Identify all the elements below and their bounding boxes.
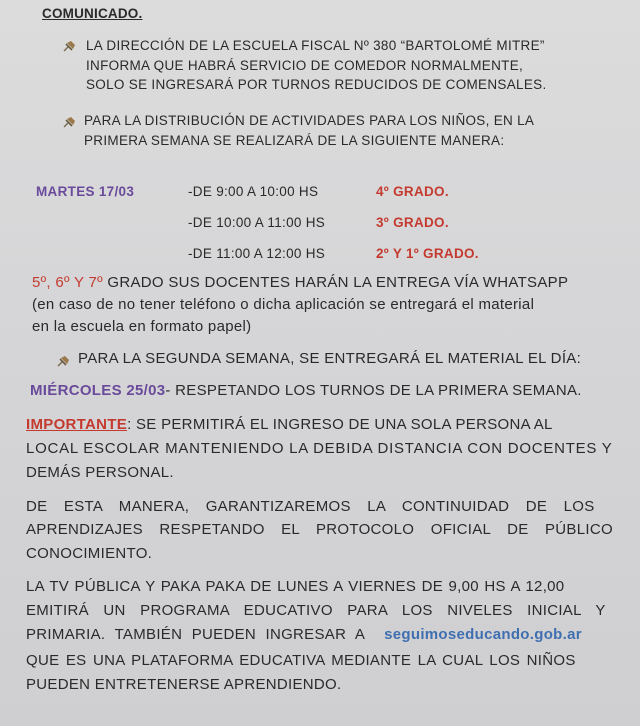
- bullet1-line1: LA DIRECCIÓN DE LA ESCUELA FISCAL Nº 380 “BARTOLOMÉ MITRE”: [86, 38, 545, 53]
- important-rest: : SE PERMITIRÁ EL INGRESO DE UNA SOLA PERSONA AL: [127, 416, 553, 433]
- schedule-grade-3: 2º Y 1º GRADO.: [376, 246, 479, 261]
- whatsapp-note-1: (en caso de no tener teléfono o dicha aplicación se entregará el material: [32, 296, 535, 313]
- bullet1-line3: SOLO SE INGRESARÁ POR TURNOS REDUCIDOS DE COMENSALES.: [86, 77, 547, 92]
- tv-line5: PUEDEN ENTRETENERSE APRENDIENDO.: [26, 676, 342, 693]
- continuity-line3: CONOCIMIENTO.: [26, 545, 153, 562]
- second-week-rest: - RESPETANDO LOS TURNOS DE LA PRIMERA SEMANA.: [165, 382, 582, 399]
- schedule-day: MARTES 17/03: [36, 184, 135, 199]
- whatsapp-grades: 5º, 6º Y 7º: [32, 274, 103, 291]
- schedule-time-2: -DE 10:00 A 11:00 HS: [188, 215, 326, 230]
- important-label: IMPORTANTE: [26, 416, 128, 433]
- schedule-time-1: -DE 9:00 A 10:00 HS: [188, 184, 319, 199]
- schedule-grade-2: 3º GRADO.: [376, 215, 449, 230]
- pushpin-icon: [62, 40, 76, 52]
- tv-line1: LA TV PÚBLICA Y PAKA PAKA DE LUNES A VIERNES DE 9,00 HS A 12,00: [26, 578, 565, 595]
- notice-title: COMUNICADO.: [42, 6, 143, 21]
- whatsapp-line: [32, 274, 568, 291]
- pushpin-icon: [62, 116, 76, 128]
- schedule-grade-1: 4º GRADO.: [376, 184, 449, 199]
- schedule-time-3: -DE 11:00 A 12:00 HS: [188, 246, 326, 261]
- pushpin-icon: [56, 355, 70, 367]
- second-week-day: MIÉRCOLES 25/03: [30, 382, 166, 399]
- tv-line3: [26, 626, 582, 643]
- important-line1: [26, 416, 618, 433]
- whatsapp-rest: GRADO SUS DOCENTES HARÁN LA ENTREGA VÍA WHATSAPP: [102, 274, 569, 291]
- tv-line2: EMITIRÁ UN PROGRAMA EDUCATIVO PARA LOS NIVELES INICIAL Y: [26, 602, 606, 619]
- bullet2-line1: PARA LA DISTRIBUCIÓN DE ACTIVIDADES PARA LOS NIÑOS, EN LA: [84, 113, 535, 128]
- important-line2: LOCAL ESCOLAR MANTENIENDO LA DEBIDA DISTANCIA CON DOCENTES Y: [26, 440, 613, 457]
- website-link[interactable]: seguimoseducando.gob.ar: [384, 626, 582, 643]
- tv-line4: QUE ES UNA PLATAFORMA EDUCATIVA MEDIANTE LA CUAL LOS NIÑOS: [26, 652, 576, 669]
- bullet1-line2: INFORMA QUE HABRÁ SERVICIO DE COMEDOR NORMALMENTE,: [86, 58, 524, 73]
- tv-line3-pre: PRIMARIA. TAMBIÉN PUEDEN INGRESAR A: [26, 626, 366, 643]
- second-week-line: [30, 382, 582, 399]
- important-line3: DEMÁS PERSONAL.: [26, 464, 174, 481]
- continuity-line2: APRENDIZAJES RESPETANDO EL PROTOCOLO OFICIAL DE PÚBLICO: [26, 521, 613, 538]
- continuity-line1: DE ESTA MANERA, GARANTIZAREMOS LA CONTINUIDAD DE LOS: [26, 498, 595, 515]
- bullet2-line2: PRIMERA SEMANA SE REALIZARÁ DE LA SIGUIENTE MANERA:: [84, 133, 505, 148]
- bullet3-line: PARA LA SEGUNDA SEMANA, SE ENTREGARÁ EL MATERIAL EL DÍA:: [78, 350, 582, 367]
- whatsapp-note-2: en la escuela en formato papel): [32, 318, 252, 335]
